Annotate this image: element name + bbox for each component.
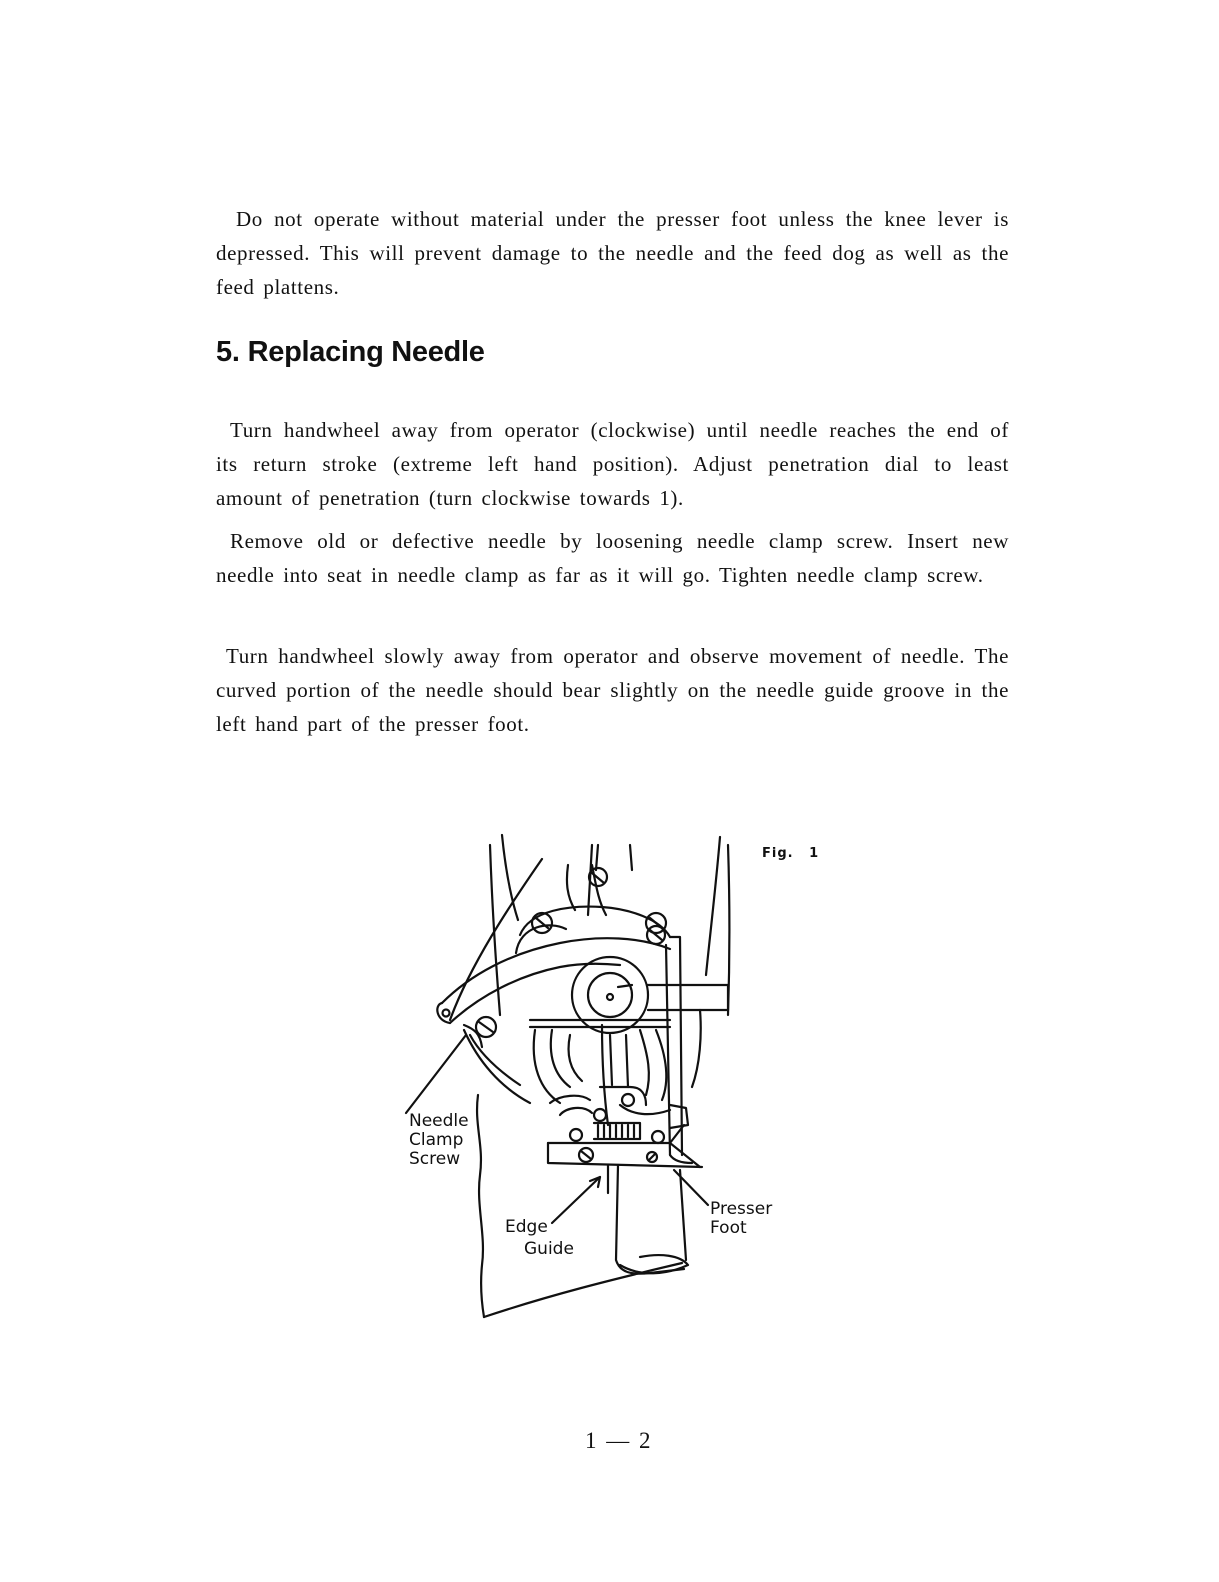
section-title: Replacing Needle bbox=[247, 336, 485, 368]
figure-caption: Fig. 1 bbox=[762, 846, 820, 861]
instruction-paragraph-3: Turn handwheel slowly away from operator and observe movement of needle. The curved portion of the needle should bear slightly on the needle guide groove in the left hand part of the presser foot. bbox=[216, 644, 1009, 736]
needle-clamp-screw-label bbox=[409, 1112, 469, 1169]
needle-replacement-illustration bbox=[370, 825, 850, 1325]
label-line: Needle bbox=[409, 1111, 469, 1131]
instruction-paragraph-1: Turn handwheel away from operator (clockwise) until needle reaches the end of its return stroke (extreme left hand position). Adjust penetration dial to least amount of penetration (turn clockwise towards 1). bbox=[216, 418, 1009, 510]
instruction-paragraph-2: Remove old or defective needle by loosening needle clamp screw. Insert new needle into seat in needle clamp as far as it will go. Tighten needle clamp screw. bbox=[216, 529, 1009, 587]
presser-foot-label bbox=[710, 1200, 772, 1238]
label-line: Edge bbox=[505, 1217, 548, 1237]
page-number: 1 — 2 bbox=[585, 1428, 653, 1453]
label-line: Foot bbox=[710, 1218, 747, 1238]
warning-paragraph: Do not operate without material under the presser foot unless the knee lever is depressed. This will prevent damage to the needle and the feed dog as well as the feed plattens. bbox=[216, 207, 1009, 299]
label-line: Guide bbox=[524, 1239, 574, 1259]
sewing-machine-drawing bbox=[370, 825, 850, 1325]
label-line: Screw bbox=[409, 1149, 461, 1169]
label-line: Clamp bbox=[409, 1130, 464, 1150]
section-number: 5. bbox=[216, 336, 240, 368]
edge-guide-label bbox=[505, 1218, 574, 1259]
label-line: Presser bbox=[710, 1199, 773, 1219]
section-heading bbox=[216, 336, 485, 369]
